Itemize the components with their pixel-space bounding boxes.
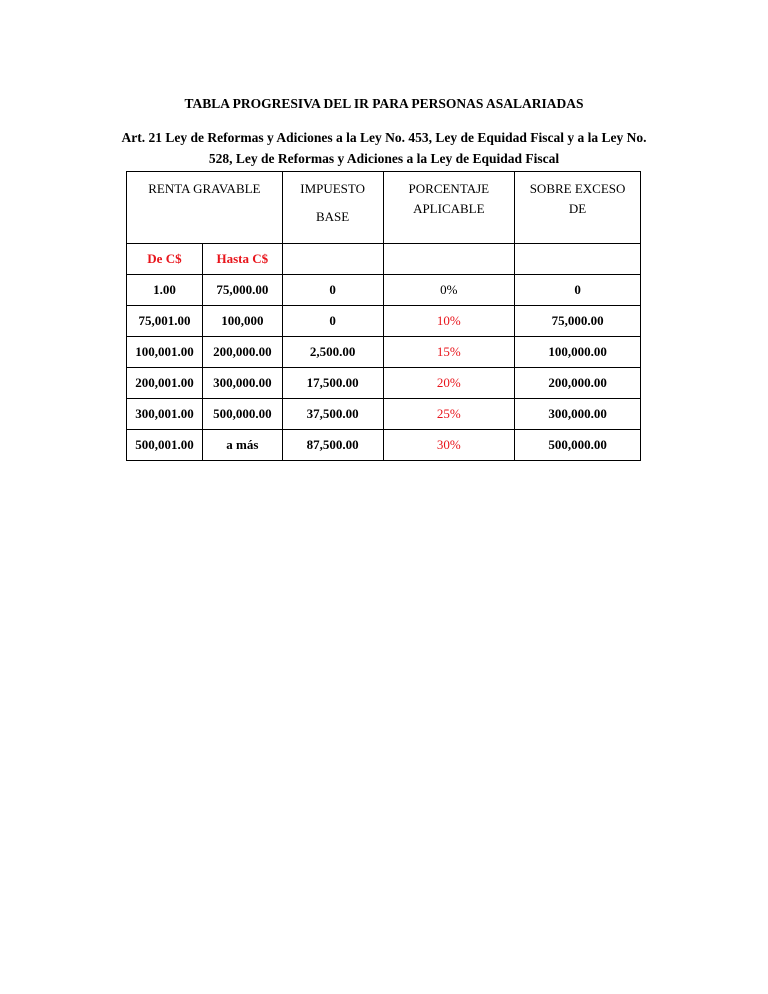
cell-porcentaje: 20% xyxy=(383,368,515,399)
cell-de: 100,001.00 xyxy=(127,337,203,368)
cell-hasta: 200,000.00 xyxy=(202,337,282,368)
cell-impuesto: 2,500.00 xyxy=(282,337,383,368)
cell-impuesto: 17,500.00 xyxy=(282,368,383,399)
cell-de: 1.00 xyxy=(127,275,203,306)
header-porcentaje-aplicable: PORCENTAJE APLICABLE xyxy=(383,172,515,244)
cell-exceso: 100,000.00 xyxy=(515,337,641,368)
cell-hasta: a más xyxy=(202,430,282,461)
cell-exceso: 500,000.00 xyxy=(515,430,641,461)
table-row xyxy=(127,399,641,430)
cell-porcentaje: 15% xyxy=(383,337,515,368)
table-row xyxy=(127,275,641,306)
table-row xyxy=(127,430,641,461)
cell-de: 200,001.00 xyxy=(127,368,203,399)
document-title: TABLA PROGRESIVA DEL IR PARA PERSONAS ASALARIADAS xyxy=(184,96,584,111)
header-impuesto-base: IMPUESTO BASE xyxy=(282,172,383,244)
table-row xyxy=(127,337,641,368)
cell-porcentaje: 30% xyxy=(383,430,515,461)
cell-porcentaje: 10% xyxy=(383,306,515,337)
cell-impuesto: 87,500.00 xyxy=(282,430,383,461)
cell-hasta: 300,000.00 xyxy=(202,368,282,399)
table-row xyxy=(127,306,641,337)
cell-porcentaje: 0% xyxy=(383,275,515,306)
header-sobre-exceso: SOBRE EXCESO DE xyxy=(515,172,641,244)
cell-impuesto: 0 xyxy=(282,275,383,306)
table-header-row xyxy=(127,172,641,244)
subtitle-line-1: Art. 21 Ley de Reformas y Adiciones a la Ley No. 453, Ley de Equidad Fiscal y a la Ley No. xyxy=(121,130,647,145)
cell-porcentaje: 25% xyxy=(383,399,515,430)
cell-exceso: 75,000.00 xyxy=(515,306,641,337)
cell-hasta: 100,000 xyxy=(202,306,282,337)
cell-hasta: 75,000.00 xyxy=(202,275,282,306)
subtitle-line-2: 528, Ley de Reformas y Adiciones a la Ley de Equidad Fiscal xyxy=(208,151,560,166)
cell-de: 300,001.00 xyxy=(127,399,203,430)
table-subheader-row xyxy=(127,244,641,275)
ir-progressive-table xyxy=(126,171,641,461)
cell-impuesto: 0 xyxy=(282,306,383,337)
header-renta-gravable: RENTA GRAVABLE xyxy=(127,172,283,244)
cell-hasta: 500,000.00 xyxy=(202,399,282,430)
subheader-empty-impuesto xyxy=(282,244,383,275)
cell-impuesto: 37,500.00 xyxy=(282,399,383,430)
table-row xyxy=(127,368,641,399)
cell-exceso: 0 xyxy=(515,275,641,306)
subheader-empty-exceso xyxy=(515,244,641,275)
cell-exceso: 300,000.00 xyxy=(515,399,641,430)
cell-de: 75,001.00 xyxy=(127,306,203,337)
subheader-hasta: Hasta C$ xyxy=(202,244,282,275)
cell-de: 500,001.00 xyxy=(127,430,203,461)
subheader-de: De C$ xyxy=(127,244,203,275)
subheader-empty-porcentaje xyxy=(383,244,515,275)
cell-exceso: 200,000.00 xyxy=(515,368,641,399)
document-subtitle xyxy=(100,127,668,169)
